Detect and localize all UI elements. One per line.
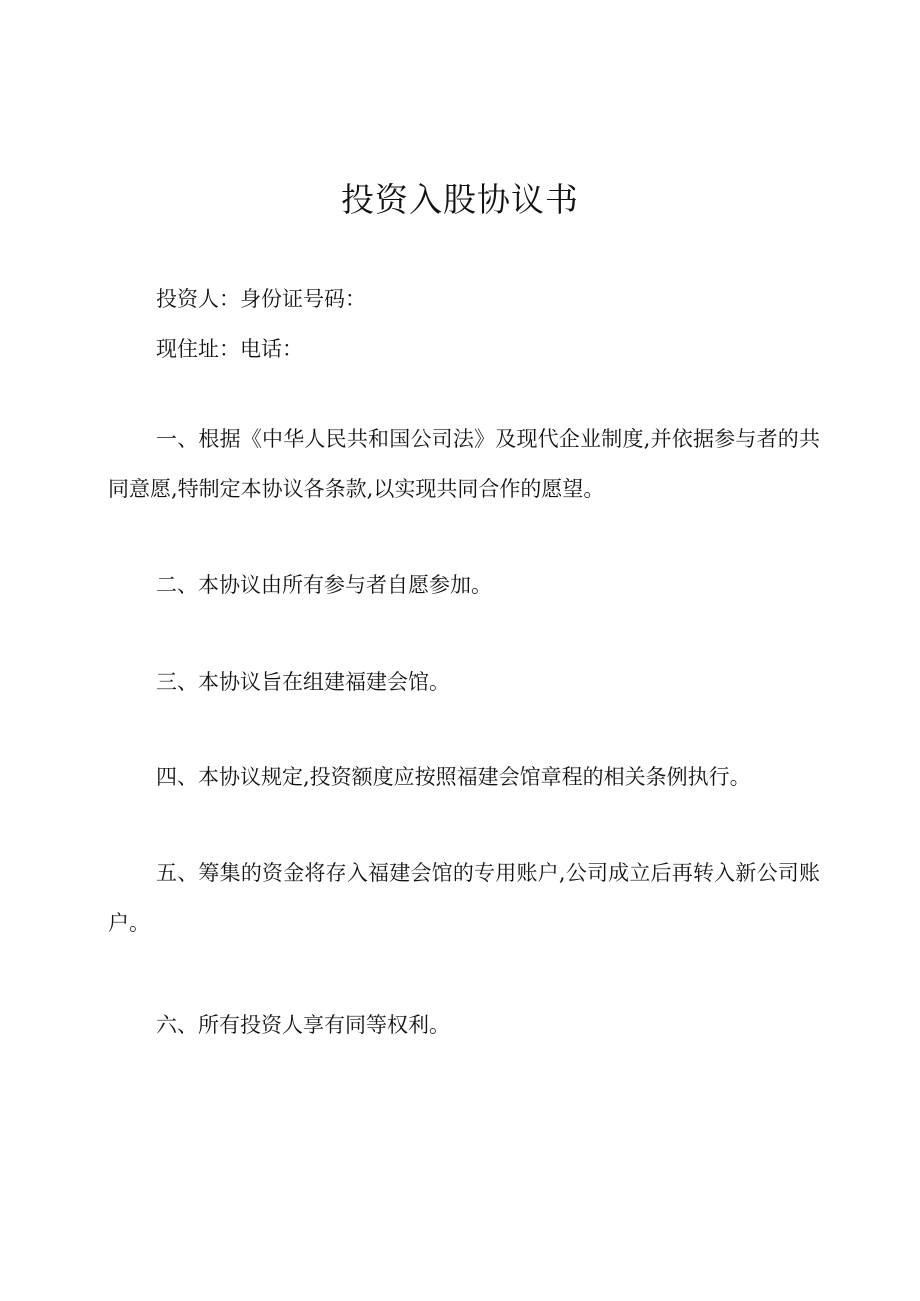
clause-1: 一、根据《中华人民共和国公司法》及现代企业制度,并依据参与者的共同意愿,特制定本协议各条款,以实现共同合作的愿望。 <box>108 427 820 501</box>
clause-5: 五、筹集的资金将存入福建会馆的专用账户,公司成立后再转入新公司账户。 <box>108 861 820 935</box>
clause-3: 三、本协议旨在组建福建会馆。 <box>156 670 450 694</box>
address-phone-line: 现住址：电话： <box>156 337 303 361</box>
clause-2: 二、本协议由所有参与者自愿参加。 <box>156 573 492 597</box>
document-title: 投资入股协议书 <box>341 180 579 219</box>
clause-4: 四、本协议规定,投资额度应按照福建会馆章程的相关条例执行。 <box>156 765 751 789</box>
investor-id-line: 投资人：身份证号码： <box>156 287 366 311</box>
clause-6: 六、所有投资人享有同等权利。 <box>156 1013 450 1037</box>
